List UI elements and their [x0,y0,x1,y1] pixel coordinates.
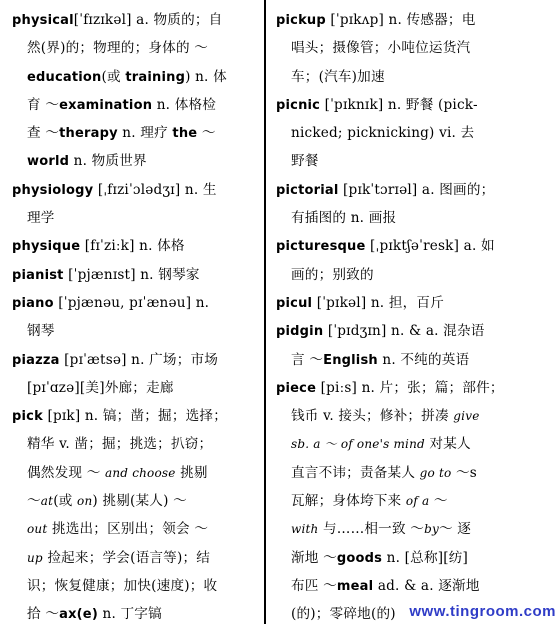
headword-text: pick [12,409,43,425]
headword-text: pianist [12,267,64,283]
headword-text: physiology [12,182,94,198]
italic-phrase: out [27,522,48,537]
headword-text: physique [12,239,81,255]
definition-text: [ˈfɪzɪkəl] a. 物质的；自 [73,12,223,28]
definition-text: 直言不讳；责备某人 [291,464,420,481]
entry-continuation-line [276,346,548,374]
definition-text: 拾 ～ [27,606,60,623]
definition-text: [ˈpjænɪst] n. 钢琴家 [63,266,200,283]
headword-text: piece [276,380,317,396]
definition-text: ～ [429,493,448,510]
definition-text: [pɪkˈtɔrɪəl] a. 图画的； [338,181,495,198]
headword-text: picul [276,295,313,311]
headword-text: piano [12,295,54,311]
italic-phrase: and choose [105,465,176,480]
headword-text: meal [336,578,374,594]
entry-continuation-line [12,544,256,572]
headword-text: examination [59,97,153,113]
entry-continuation-line [276,544,548,572]
definition-text: 钱币 v. 接头；修补；拼凑 [291,408,454,425]
definition-text: [pɪk] n. 镐；凿；掘；选择； [42,408,227,425]
entry-continuation-line [276,572,548,600]
definition-text: n. 物质世界 [69,153,147,170]
definition-text: n. 丁字镐 [97,606,162,623]
definition-text: ad. & a. 逐渐地 [373,577,480,594]
entry-headword-line [276,176,548,204]
entry-headword-line [276,374,548,402]
entry-continuation-line [276,487,548,515]
italic-phrase: give [453,409,480,424]
column-divider [264,0,266,624]
left-column [12,6,256,629]
headword-text: pickup [276,13,326,28]
definition-text: 瓦解；身体垮下来 [291,493,406,510]
headword-text: physical [12,13,74,28]
definition-text: 识；恢复健康；加快(速度)；收 [27,577,218,594]
entry-continuation-line [12,430,256,458]
definition-text: 对某人 [424,436,471,453]
definition-text: ) n. 体 [185,68,227,85]
italic-phrase: on [77,494,93,509]
headword-text: picturesque [276,239,366,255]
entry-continuation-line [276,261,548,289]
definition-text: 偶然发现 ～ [27,464,106,481]
italic-phrase: up [27,550,43,565]
definition-text: [ˈpɪknɪk] n. 野餐 (pick- [320,96,478,113]
definition-text: (的)；零碎地(的) [291,606,396,623]
definition-text: ～s [451,464,477,481]
headword-text: training [125,69,186,85]
italic-phrase: at [40,494,54,509]
italic-phrase: of a [405,494,430,509]
entry-continuation-line [276,63,548,91]
entry-headword-line [12,289,256,317]
entry-headword-line [12,402,256,430]
headword-text: pidgin [276,324,324,340]
entry-continuation-line [12,600,256,628]
definition-text: [ˈpɪkəl] n. 担，百斤 [312,294,445,311]
entry-continuation-line [12,147,256,175]
entry-headword-line [12,232,256,260]
definition-text: n. 不纯的英语 [377,351,470,368]
definition-text: 唱头；摄像管；小吨位运货汽 [291,40,471,57]
definition-text: 精华 v. 凿；掘；挑选；扒窃； [27,436,213,453]
entry-continuation-line [276,430,548,458]
italic-phrase: with [291,522,319,537]
entry-continuation-line [12,317,256,345]
headword-text: therapy [59,126,118,142]
definition-text: 与……相一致 ～ [318,521,425,538]
definition-text: [pɪˈɑzə][美]外廊；走廊 [27,379,174,396]
entry-continuation-line [276,147,548,175]
headword-text: English [323,352,378,368]
definition-text: 布匹 ～ [291,577,337,594]
definition-text: 查 ～ [27,125,60,142]
entry-continuation-line [12,487,256,515]
entry-continuation-line [12,515,256,543]
definition-text: [ˈpjænəu, pɪˈænəu] n. [53,294,210,311]
headword-text: world [27,154,70,170]
watermark-url: www.tingroom.com [409,603,556,620]
definition-text: (或 [101,68,126,85]
definition-text: [ˌpɪktʃəˈresk] a. 如 [365,238,495,255]
entry-continuation-line [12,63,256,91]
entry-continuation-line [276,459,548,487]
entry-headword-line [276,289,548,317]
entry-headword-line [12,346,256,374]
entry-continuation-line [276,119,548,147]
definition-text: [piːs] n. 片；张；篇；部件； [316,379,504,396]
entry-continuation-line [12,34,256,62]
headword-text: the [172,126,198,142]
definition-text: ～ 逐 [438,521,472,538]
definition-text: ～ [197,125,216,142]
italic-phrase: by [424,522,439,537]
entry-continuation-line [12,204,256,232]
headword-text: goods [336,550,383,566]
entry-headword-line [12,176,256,204]
entry-headword-line [276,232,548,260]
definition-text: 渐地 ～ [291,549,337,566]
definition-text: 理学 [27,210,55,227]
entry-continuation-line [276,204,548,232]
entry-continuation-line [12,119,256,147]
definition-text: 育 ～ [27,96,60,113]
entry-continuation-line [276,34,548,62]
definition-text: [ˈpɪdʒɪn] n. & a. 混杂语 [323,323,485,340]
entry-headword-line [276,317,548,345]
definition-text: n. 理疗 [117,125,173,142]
entry-continuation-line [276,515,548,543]
definition-text: 画的；别致的 [291,266,374,283]
entry-continuation-line [12,374,256,402]
definition-text: n. 体格检 [152,96,217,113]
entry-continuation-line [276,402,548,430]
definition-text: 挑剔 [175,464,208,481]
definition-text: nicked; picknicking) vi. 去 [291,125,475,142]
headword-text: picnic [276,97,321,113]
headword-text: education [27,69,102,85]
entry-continuation-line [12,459,256,487]
right-column [276,6,548,629]
definition-text: 捡起来；学会(语言等)；结 [42,549,211,566]
entry-continuation-line [12,572,256,600]
definition-text: [fɪˈziːk] n. 体格 [80,238,185,255]
entry-headword-line [276,91,548,119]
definition-text: 钢琴 [27,323,55,340]
definition-text: [ˈpɪkʌp] n. 传感器；电 [325,12,476,28]
definition-text: 挑选出；区别出；领会 ～ [47,521,209,538]
definition-text: 言 ～ [291,351,324,368]
entry-headword-line [12,261,256,289]
definition-text: (或 [53,493,78,510]
italic-phrase: go to [419,465,452,480]
definition-text: 野餐 [291,153,319,170]
entry-headword-line [12,6,256,34]
definition-text: ～ [27,493,41,510]
headword-text: piazza [12,352,60,368]
definition-text: ) 挑剔(某人) ～ [92,493,187,510]
definition-text: [ˌfɪziˈɔlədʒɪ] n. 生 [93,181,217,198]
headword-text: ax(e) [59,607,98,623]
headword-text: pictorial [276,182,339,198]
definition-text: n. [总称][纺] [382,549,469,566]
definition-text: 然(界)的；物理的；身体的 ～ [27,40,209,57]
italic-phrase: sb. a ～ of one's mind [291,437,425,452]
entry-headword-line [276,6,548,34]
entry-continuation-line [12,91,256,119]
definition-text: 有插图的 n. 画报 [291,210,397,227]
definition-text: 车；(汽车)加速 [291,68,385,85]
definition-text: [pɪˈætsə] n. 广场；市场 [59,351,219,368]
